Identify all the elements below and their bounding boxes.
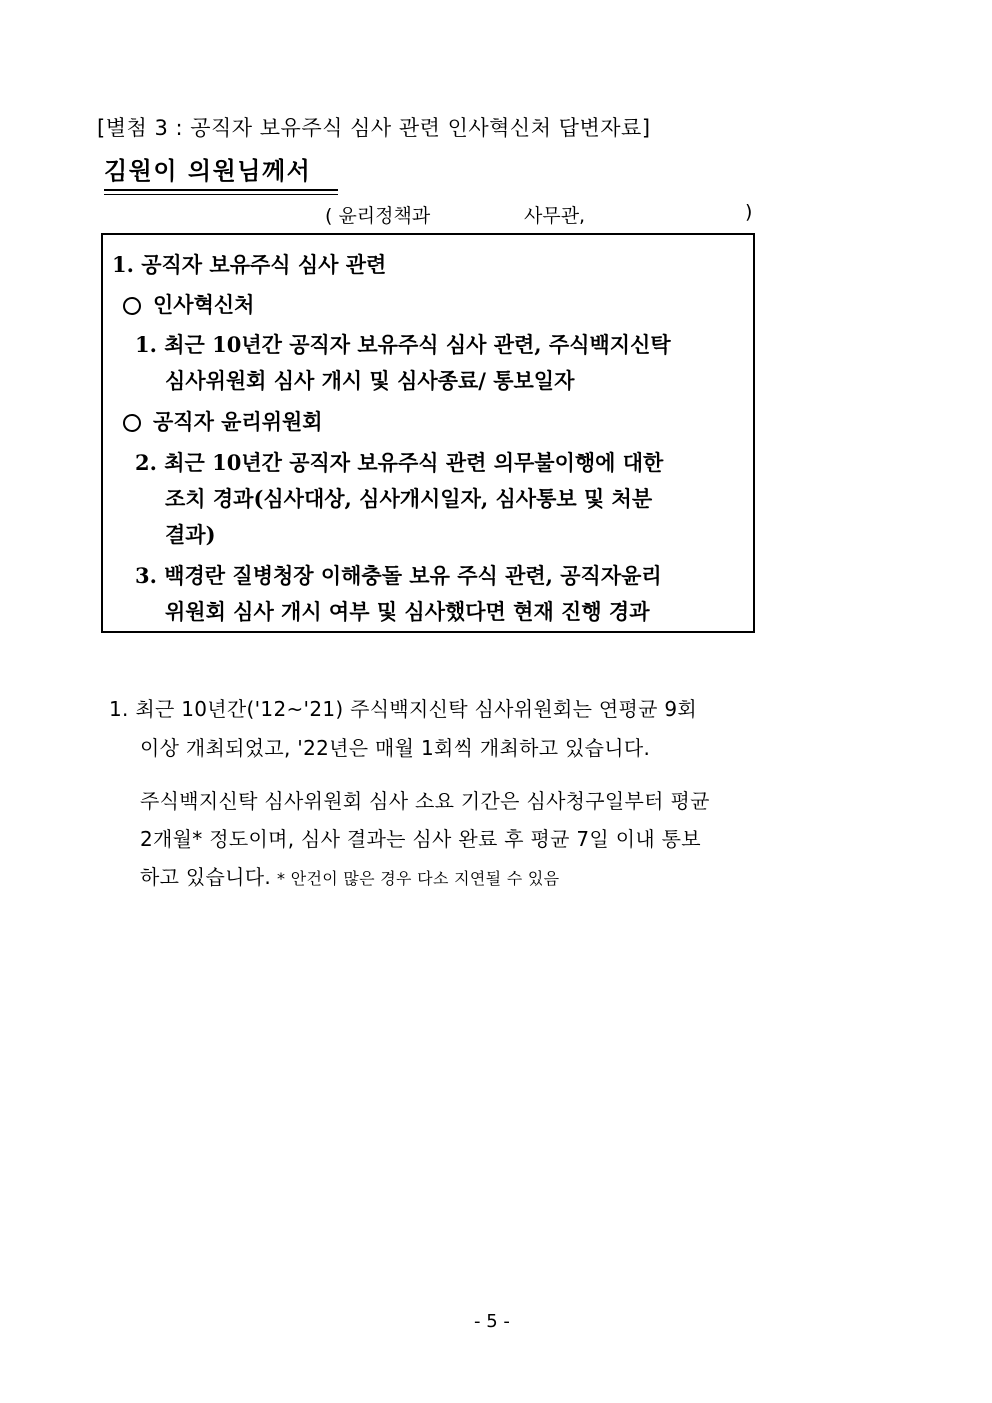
question-item-1-line-2: 심사위원회 심사 개시 및 심사종료/ 통보일자: [165, 368, 575, 393]
circle-bullet-icon: [123, 297, 141, 315]
contact-close: ): [745, 201, 753, 223]
circle-bullet-icon: [123, 414, 141, 432]
contact-position: 사무관,: [524, 205, 586, 227]
question-item-3-line-1: 3. 백경란 질병청장 이해충돌 보유 주식 관련, 공직자윤리: [135, 563, 662, 588]
title-underline: [104, 189, 338, 191]
answer-para1-line1: 1. 최근 10년간('12~'21) 주식백지신탁 심사위원회는 연평균 9회: [109, 697, 698, 721]
question-item-2-line-3: 결과): [165, 522, 216, 547]
question-item-2-line-2: 조치 경과(심사대상, 심사개시일자, 심사통보 및 처분: [165, 486, 653, 511]
answer-para2-line1: 주식백지신탁 심사위원회 심사 소요 기간은 심사청구일부터 평균: [140, 789, 710, 813]
question-item-3-line-2: 위원회 심사 개시 여부 및 심사했다면 현재 진행 경과: [165, 599, 650, 624]
answer-para2-line2: 2개월* 정도이며, 심사 결과는 심사 완료 후 평균 7일 이내 통보: [140, 827, 701, 851]
question-text: 1. 최근 10년간 공직자 보유주식 심사 관련, 주식백지신탁: [135, 332, 671, 357]
answer-text: 하고 있습니다.: [140, 865, 272, 889]
section-label: 인사혁신처: [153, 292, 255, 317]
contact-department: ( 윤리정책과: [325, 205, 431, 227]
page-number: - 5 -: [474, 1311, 510, 1332]
title-underline-thin: [104, 194, 338, 195]
section-header-mpm: [123, 289, 254, 319]
section-header-ethics: [123, 406, 323, 436]
answer-para2-line3: [140, 861, 559, 890]
member-title: 김원이 의원님께서: [104, 156, 312, 185]
question-item-1-line-1: [135, 329, 747, 359]
section-label: 공직자 윤리위원회: [153, 409, 323, 434]
question-box: [101, 233, 755, 633]
footnote: * 안건이 많은 경우 다소 지연될 수 있음: [277, 869, 560, 888]
answer-para1-line2: 이상 개최되었고, '22년은 매월 1회씩 개최하고 있습니다.: [140, 736, 651, 760]
attachment-title: [별첨 3 : 공직자 보유주식 심사 관련 인사혁신처 답변자료]: [97, 116, 651, 140]
question-item-2-line-1: 2. 최근 10년간 공직자 보유주식 관련 의무불이행에 대한: [135, 450, 664, 475]
question-heading: 1. 공직자 보유주식 심사 관련: [112, 252, 387, 277]
